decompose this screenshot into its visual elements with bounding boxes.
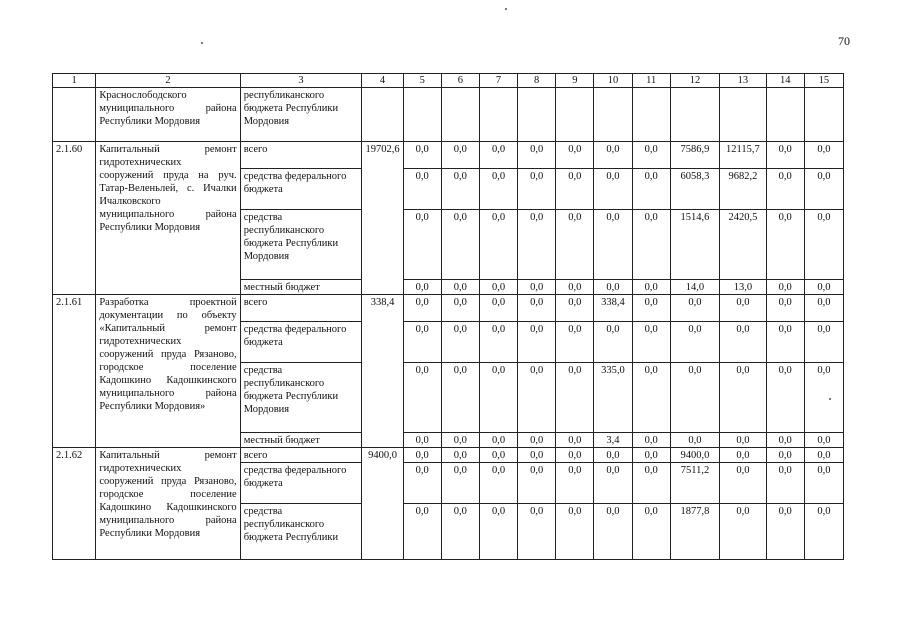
- amount-cell: 0,0: [479, 363, 517, 433]
- budget-row: [53, 142, 844, 169]
- budget-row: [53, 448, 844, 463]
- amount-cell: 0,0: [670, 363, 720, 433]
- funding-source-cell: средства республиканского бюджета Республики Мордовия: [240, 210, 362, 280]
- amount-cell: 0,0: [441, 448, 479, 463]
- amount-cell: 0,0: [720, 295, 766, 322]
- total-cell: 19702,6: [362, 142, 403, 295]
- amount-cell: 0,0: [403, 463, 441, 504]
- amount-cell: 0,0: [766, 504, 804, 560]
- amount-cell: 0,0: [479, 322, 517, 363]
- funding-source-cell: средства республиканского бюджета Республики: [240, 504, 362, 560]
- amount-cell: 0,0: [518, 448, 556, 463]
- amount-cell: 0,0: [556, 210, 594, 280]
- item-code-cell: 2.1.60: [53, 142, 96, 295]
- column-header: 13: [720, 74, 766, 88]
- amount-cell: 0,0: [556, 169, 594, 210]
- amount-cell: 0,0: [804, 142, 843, 169]
- amount-cell: 0,0: [441, 463, 479, 504]
- amount-cell: 0,0: [632, 448, 670, 463]
- funding-source-cell: средства федерального бюджета: [240, 169, 362, 210]
- amount-cell: 0,0: [766, 295, 804, 322]
- amount-cell: 0,0: [670, 322, 720, 363]
- amount-cell: 0,0: [632, 280, 670, 295]
- scan-speck: [201, 42, 203, 44]
- amount-cell: 0,0: [766, 280, 804, 295]
- amount-cell: 0,0: [479, 433, 517, 448]
- amount-cell: 0,0: [441, 504, 479, 560]
- amount-cell: 0,0: [720, 448, 766, 463]
- amount-cell: 0,0: [804, 322, 843, 363]
- amount-cell: 0,0: [766, 363, 804, 433]
- amount-cell: 0,0: [479, 169, 517, 210]
- amount-cell: 1877,8: [670, 504, 720, 560]
- item-name-cell: Капитальный ремонт гидротехнических сооружений пруда на руч. Татар-Веленьлей, с. Ичалки Ичалковского муниципального района Республики Мордовия: [96, 142, 240, 295]
- amount-cell: 0,0: [479, 463, 517, 504]
- amount-cell: 0,0: [403, 169, 441, 210]
- amount-cell: 0,0: [441, 280, 479, 295]
- column-header: 2: [96, 74, 240, 88]
- amount-cell: 0,0: [594, 322, 632, 363]
- item-code-cell: 2.1.61: [53, 295, 96, 448]
- amount-cell: 0,0: [594, 463, 632, 504]
- funding-source-cell: республиканского бюджета Республики Мордовия: [240, 88, 362, 142]
- column-header: 11: [632, 74, 670, 88]
- page-number: 70: [838, 34, 850, 48]
- amount-cell: 0,0: [518, 433, 556, 448]
- amount-cell: 0,0: [720, 363, 766, 433]
- amount-cell: 0,0: [632, 433, 670, 448]
- amount-cell: 0,0: [518, 169, 556, 210]
- amount-cell: 0,0: [403, 448, 441, 463]
- amount-cell: 0,0: [441, 142, 479, 169]
- amount-cell: 0,0: [632, 295, 670, 322]
- amount-cell: 0,0: [594, 142, 632, 169]
- budget-row: [53, 295, 844, 322]
- funding-source-cell: средства федерального бюджета: [240, 463, 362, 504]
- item-name-cell: Краснослободского муниципального района Республики Мордовия: [96, 88, 240, 142]
- amount-cell: 0,0: [556, 463, 594, 504]
- amount-cell: 0,0: [441, 210, 479, 280]
- amount-cell: 0,0: [766, 322, 804, 363]
- amount-cell: 0,0: [518, 280, 556, 295]
- amount-cell: 0,0: [766, 169, 804, 210]
- amount-cell: 7511,2: [670, 463, 720, 504]
- column-header: 10: [594, 74, 632, 88]
- amount-cell: 0,0: [556, 363, 594, 433]
- item-name-cell: Разработка проектной документации по объекту «Капитальный ремонт гидротехнических сооружений пруда Рязаново, городское поселение Кадошкино Кадошкинского муниципального района Республики Мордовия»: [96, 295, 240, 448]
- column-header: 12: [670, 74, 720, 88]
- amount-cell: 0,0: [556, 142, 594, 169]
- amount-cell: 0,0: [556, 322, 594, 363]
- amount-cell: 0,0: [518, 142, 556, 169]
- amount-cell: 0,0: [804, 363, 843, 433]
- amount-cell: 0,0: [632, 169, 670, 210]
- amount-cell: 0,0: [441, 363, 479, 433]
- amount-cell: 0,0: [720, 463, 766, 504]
- amount-cell: 0,0: [804, 463, 843, 504]
- column-header: 15: [804, 74, 843, 88]
- column-header: 4: [362, 74, 403, 88]
- amount-cell: 0,0: [556, 295, 594, 322]
- amount-cell: 0,0: [518, 210, 556, 280]
- amount-cell: 0,0: [804, 280, 843, 295]
- amount-cell: 0,0: [766, 463, 804, 504]
- amount-cell: 0,0: [556, 448, 594, 463]
- amount-cell: 0,0: [479, 448, 517, 463]
- amount-cell: 0,0: [766, 448, 804, 463]
- amount-cell: 0,0: [441, 322, 479, 363]
- amount-cell: 0,0: [403, 142, 441, 169]
- continuation-row: [53, 88, 844, 142]
- total-cell: 338,4: [362, 295, 403, 448]
- amount-cell: 0,0: [594, 169, 632, 210]
- amount-cell: 0,0: [403, 280, 441, 295]
- amount-cell: 0,0: [766, 433, 804, 448]
- column-header: 3: [240, 74, 362, 88]
- amount-cell: 0,0: [632, 142, 670, 169]
- amount-cell: 0,0: [518, 463, 556, 504]
- amount-cell: 12115,7: [720, 142, 766, 169]
- item-code-cell: 2.1.62: [53, 448, 96, 560]
- amount-cell: 0,0: [594, 504, 632, 560]
- amount-cell: 0,0: [479, 504, 517, 560]
- funding-source-cell: местный бюджет: [240, 280, 362, 295]
- funding-source-cell: всего: [240, 295, 362, 322]
- column-header: 9: [556, 74, 594, 88]
- amount-cell: 338,4: [594, 295, 632, 322]
- scan-speck: [505, 8, 507, 10]
- total-cell: [362, 88, 403, 142]
- total-cell: 9400,0: [362, 448, 403, 560]
- amount-cell: 0,0: [632, 463, 670, 504]
- amount-cell: 0,0: [720, 322, 766, 363]
- funding-source-cell: местный бюджет: [240, 433, 362, 448]
- amount-cell: 0,0: [479, 142, 517, 169]
- code-cell: [53, 88, 96, 142]
- amount-cell: 0,0: [720, 504, 766, 560]
- column-header: 14: [766, 74, 804, 88]
- amount-cell: 0,0: [479, 295, 517, 322]
- amount-cell: 0,0: [804, 295, 843, 322]
- amount-cell: 0,0: [479, 280, 517, 295]
- amount-cell: 0,0: [766, 142, 804, 169]
- funding-source-cell: средства федерального бюджета: [240, 322, 362, 363]
- amount-cell: 0,0: [556, 433, 594, 448]
- amount-cell: 0,0: [403, 295, 441, 322]
- amount-cell: 0,0: [403, 210, 441, 280]
- amount-cell: 0,0: [720, 433, 766, 448]
- amount-cell: 0,0: [670, 295, 720, 322]
- amount-cell: 0,0: [632, 322, 670, 363]
- amount-cell: 2420,5: [720, 210, 766, 280]
- amount-cell: 13,0: [720, 280, 766, 295]
- amount-cell: 7586,9: [670, 142, 720, 169]
- amount-cell: 0,0: [804, 448, 843, 463]
- amount-cell: 0,0: [441, 169, 479, 210]
- amount-cell: 14,0: [670, 280, 720, 295]
- amount-cell: 0,0: [441, 433, 479, 448]
- amount-cell: 0,0: [632, 210, 670, 280]
- amount-cell: 0,0: [632, 504, 670, 560]
- funding-source-cell: средства республиканского бюджета Республики Мордовия: [240, 363, 362, 433]
- amount-cell: 0,0: [556, 280, 594, 295]
- amount-cell: 0,0: [670, 433, 720, 448]
- amount-cell: 0,0: [518, 363, 556, 433]
- column-header: 6: [441, 74, 479, 88]
- amount-cell: 0,0: [441, 295, 479, 322]
- amount-cell: 0,0: [804, 504, 843, 560]
- amount-cell: 0,0: [594, 210, 632, 280]
- amount-cell: 0,0: [804, 169, 843, 210]
- amount-cell: 0,0: [518, 322, 556, 363]
- amount-cell: 0,0: [594, 448, 632, 463]
- amount-cell: 335,0: [594, 363, 632, 433]
- amount-cell: 0,0: [632, 363, 670, 433]
- amount-cell: 9400,0: [670, 448, 720, 463]
- amount-cell: 0,0: [804, 433, 843, 448]
- column-header: 8: [518, 74, 556, 88]
- amount-cell: 0,0: [518, 295, 556, 322]
- amount-cell: 0,0: [403, 322, 441, 363]
- amount-cell: 0,0: [804, 210, 843, 280]
- amount-cell: 0,0: [403, 363, 441, 433]
- funding-source-cell: всего: [240, 142, 362, 169]
- budget-table: [52, 73, 844, 560]
- amount-cell: 0,0: [479, 210, 517, 280]
- amount-cell: 3,4: [594, 433, 632, 448]
- funding-source-cell: всего: [240, 448, 362, 463]
- item-name-cell: Капитальный ремонт гидротехнических сооружений пруда Рязаново, городское поселение Кадошкино Кадошкинского муниципального района Республики Мордовия: [96, 448, 240, 560]
- amount-cell: 0,0: [766, 210, 804, 280]
- amount-cell: 1514,6: [670, 210, 720, 280]
- column-header: 7: [479, 74, 517, 88]
- amount-cell: 0,0: [518, 504, 556, 560]
- amount-cell: 6058,3: [670, 169, 720, 210]
- amount-cell: 0,0: [403, 433, 441, 448]
- amount-cell: 0,0: [403, 504, 441, 560]
- column-header: 1: [53, 74, 96, 88]
- column-header: 5: [403, 74, 441, 88]
- amount-cell: 0,0: [556, 504, 594, 560]
- amount-cell: 9682,2: [720, 169, 766, 210]
- column-number-row: [53, 74, 844, 88]
- amount-cell: 0,0: [594, 280, 632, 295]
